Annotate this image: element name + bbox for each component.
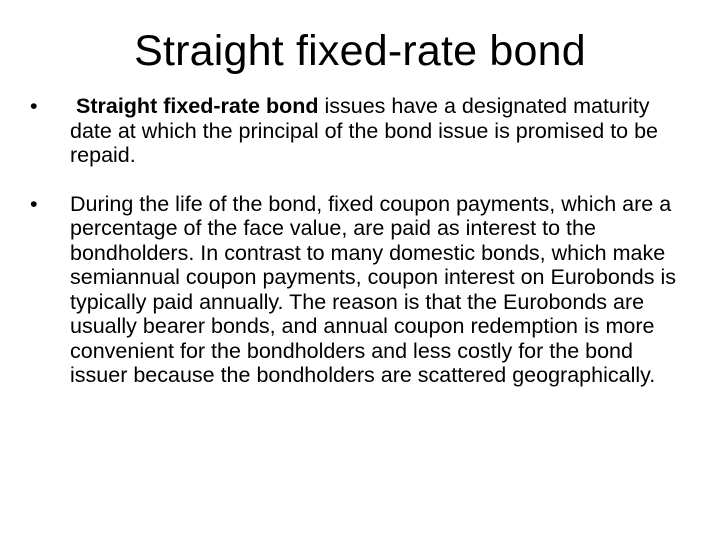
slide-title: Straight fixed-rate bond [134,27,586,75]
bullet-text: issues have a designated maturity date at which the principal of the bond issue is promised to be repaid. [70,94,659,167]
bullet-item [30,94,690,168]
bullet-list [30,94,690,388]
bullet-term: Straight fixed-rate bond [76,94,319,118]
bullet-icon: • [30,191,38,216]
bullet-item [30,192,690,388]
bullet-icon: • [30,94,38,118]
bullet-text: During the life of the bond, fixed coupon payments, which are a percentage of the face value, are paid as interest to the bondholders. In contrast to many domestic bonds, which make semiannual coupon payments, coupon interest on Eurobonds is typically paid annually. The reason is that the Eurobonds are usually bearer bonds, and annual coupon redemption is more convenient for the bondholders and less costly for the bond issuer because the bondholders are scattered geographically. [70,191,676,387]
